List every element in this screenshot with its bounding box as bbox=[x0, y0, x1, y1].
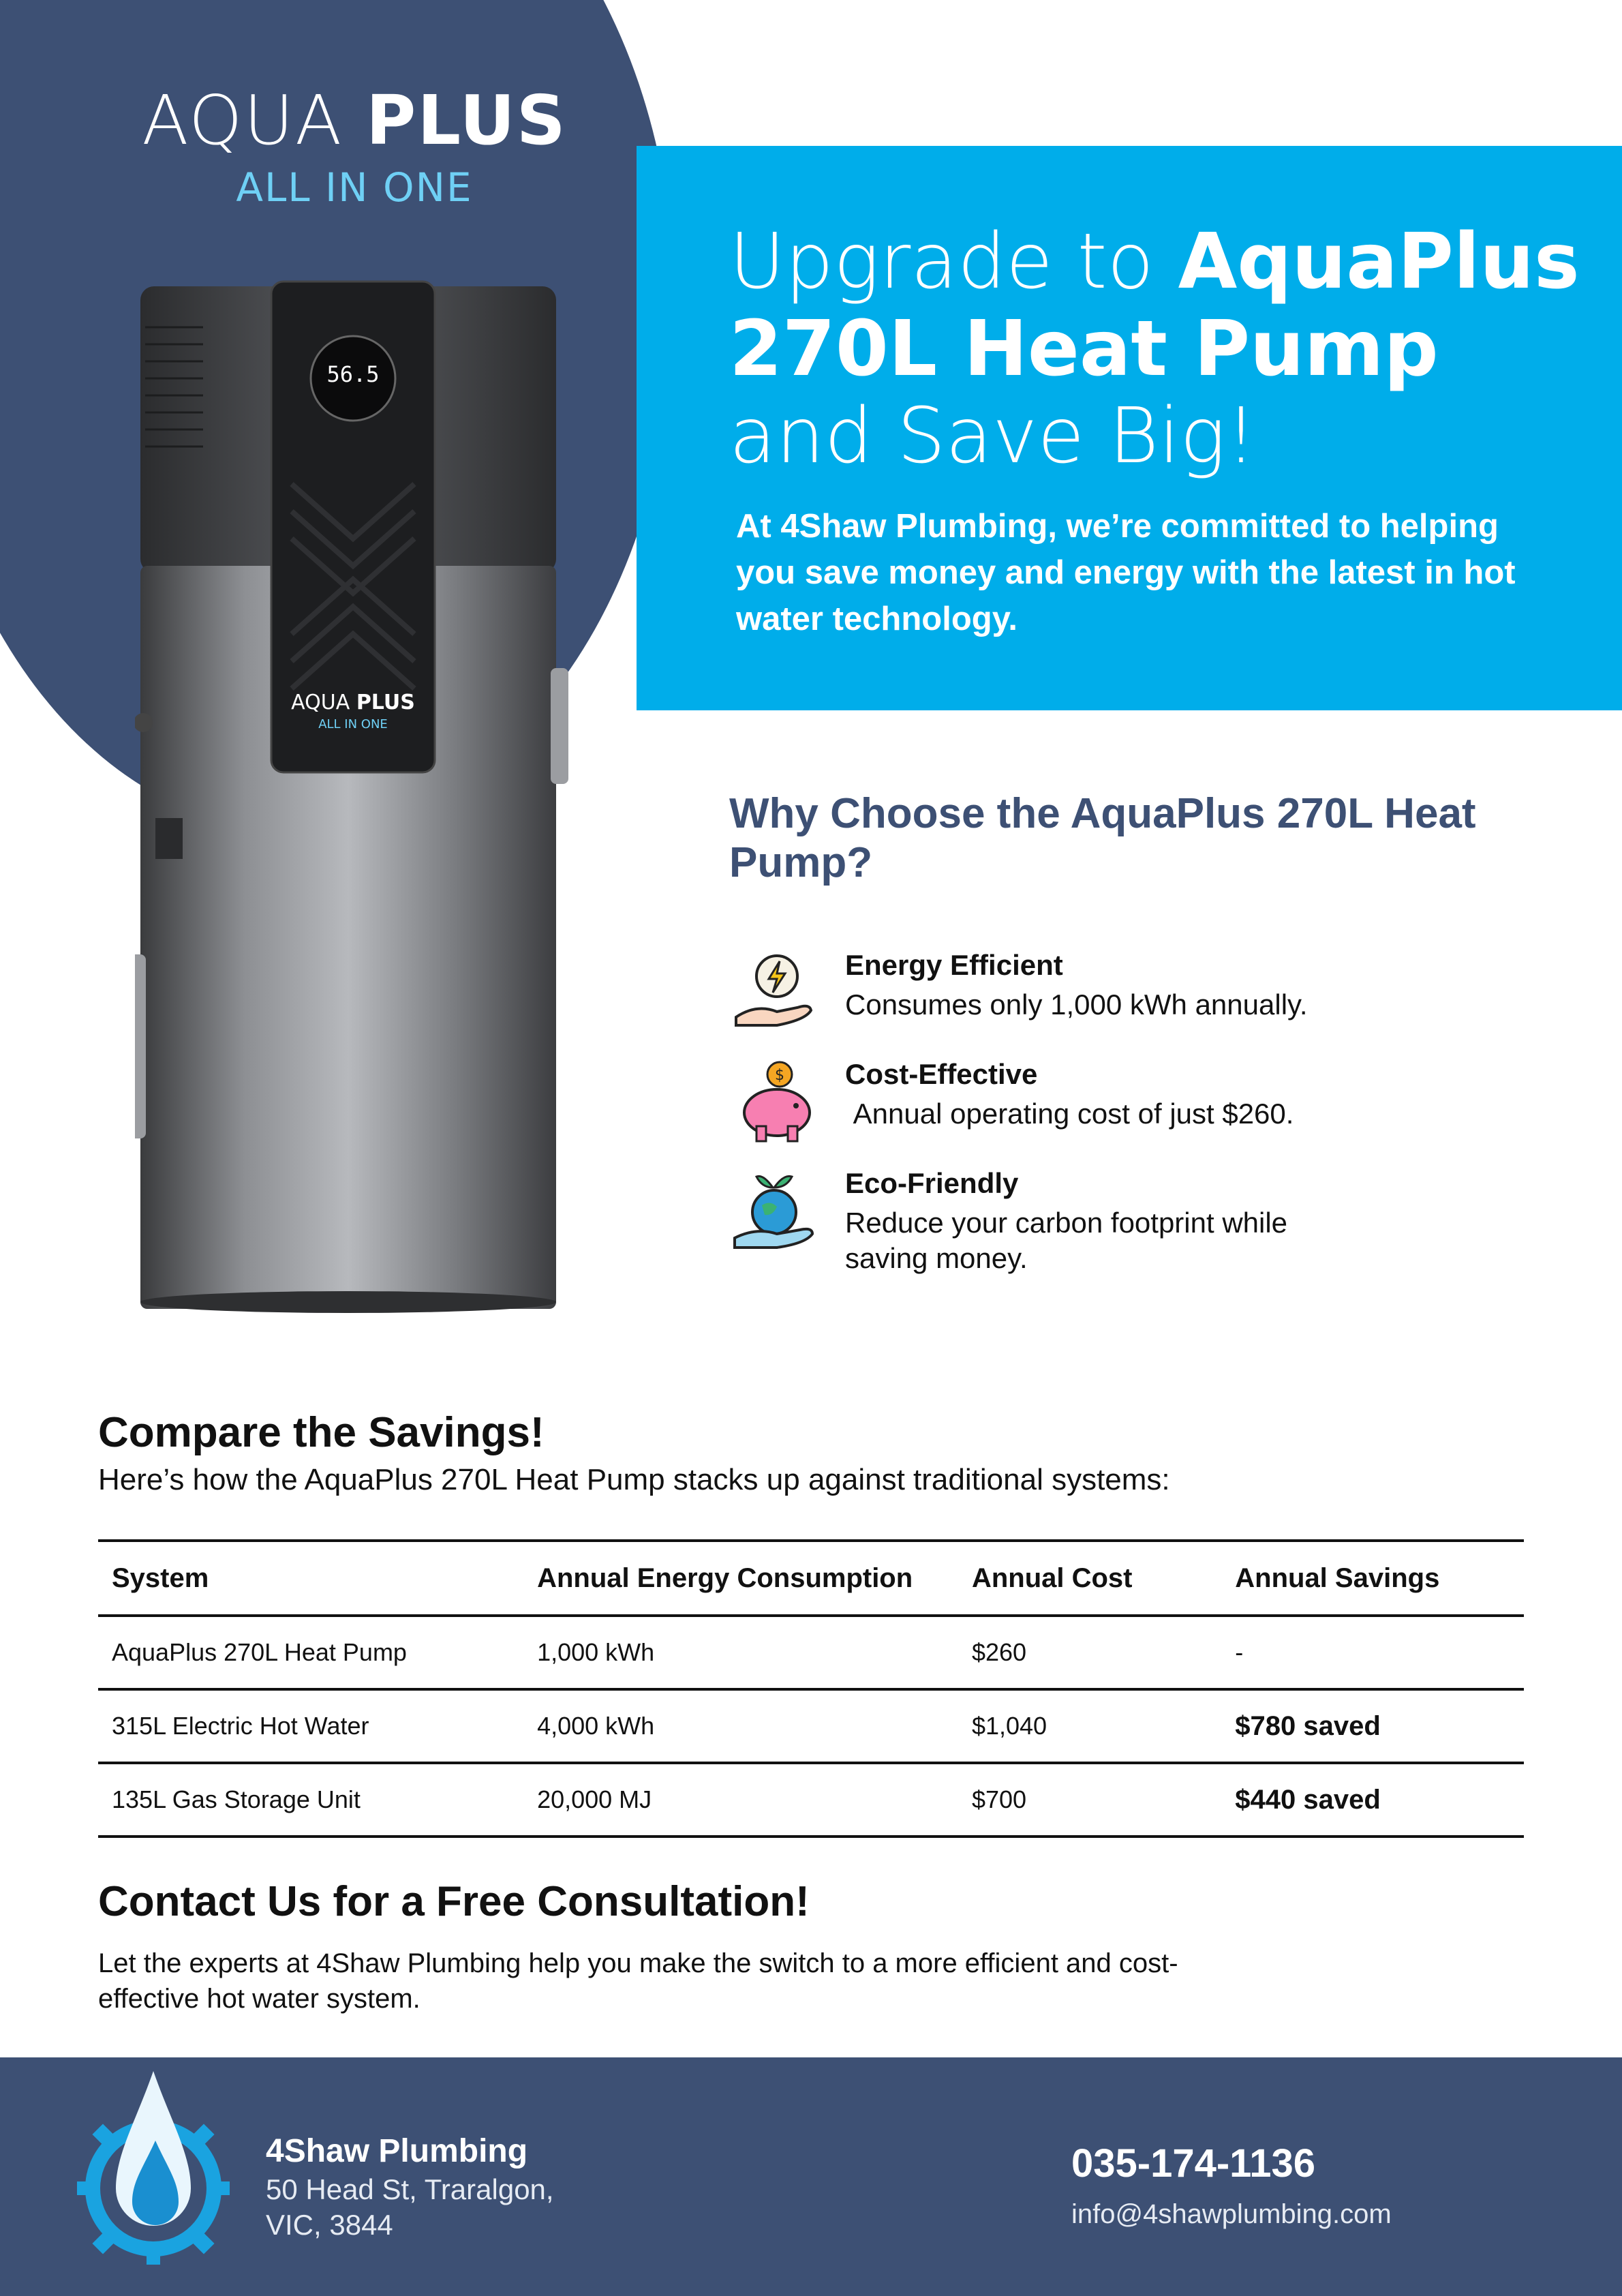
feature-title: Energy Efficient bbox=[845, 949, 1063, 981]
table-header-row bbox=[98, 1541, 1524, 1616]
brand-name: AQUA PLUS bbox=[142, 80, 567, 160]
column-header: Annual Cost bbox=[958, 1541, 1221, 1616]
column-header: Annual Savings bbox=[1221, 1541, 1524, 1616]
heat-pump-product-image bbox=[135, 280, 571, 1316]
business-address bbox=[266, 2172, 620, 2243]
table-cell: $1,040 bbox=[958, 1689, 1221, 1763]
table-row bbox=[98, 1763, 1524, 1837]
piggy-bank-icon bbox=[729, 1058, 818, 1147]
address-line: VIC, 3844 bbox=[266, 2209, 393, 2241]
contact-heading: Contact Us for a Free Consultation! bbox=[98, 1878, 810, 1925]
table-cell: $700 bbox=[958, 1763, 1221, 1837]
feature-title: Eco-Friendly bbox=[845, 1167, 1019, 1199]
table-cell: 1,000 kWh bbox=[523, 1616, 958, 1689]
table-row bbox=[98, 1689, 1524, 1763]
column-header: Annual Energy Consumption bbox=[523, 1541, 958, 1616]
svg-text:$: $ bbox=[775, 1067, 784, 1084]
water-drop-gear-icon bbox=[75, 2066, 232, 2270]
svg-text:AQUA PLUS: AQUA PLUS bbox=[291, 691, 415, 714]
eco-globe-icon bbox=[729, 1167, 818, 1256]
why-choose-heading: Why Choose the AquaPlus 270L Heat Pump? bbox=[729, 790, 1476, 886]
hero-headline: Upgrade to AquaPlus 270L Heat Pump and Save Big! bbox=[729, 217, 1580, 481]
svg-text:ALL IN ONE: ALL IN ONE bbox=[318, 717, 388, 731]
display-temperature: 56.5 bbox=[326, 361, 380, 387]
table-row bbox=[98, 1616, 1524, 1689]
table-cell-savings: $780 saved bbox=[1221, 1689, 1524, 1763]
feature-desc: Consumes only 1,000 kWh annually. bbox=[845, 988, 1308, 1021]
table-cell: 4,000 kWh bbox=[523, 1689, 958, 1763]
table-cell: 135L Gas Storage Unit bbox=[98, 1763, 523, 1837]
hero-intro: At 4Shaw Plumbing, we’re committed to helping you save money and energy with the latest in hot water technology. bbox=[736, 508, 1516, 637]
footer bbox=[0, 2057, 1622, 2296]
energy-hand-icon bbox=[729, 949, 818, 1038]
feature-title: Cost-Effective bbox=[845, 1058, 1038, 1090]
feature-desc: Annual operating cost of just $260. bbox=[845, 1098, 1294, 1130]
column-header: System bbox=[98, 1541, 523, 1616]
feature-desc: Reduce your carbon footprint while saving money. bbox=[845, 1207, 1296, 1274]
table-cell-savings: $440 saved bbox=[1221, 1763, 1524, 1837]
table-cell: 315L Electric Hot Water bbox=[98, 1689, 523, 1763]
contact-description: Let the experts at 4Shaw Plumbing help you make the switch to a more efficient and cost-effective hot water system. bbox=[98, 1948, 1178, 2014]
brand-wordmark bbox=[123, 80, 586, 211]
table-cell: AquaPlus 270L Heat Pump bbox=[98, 1616, 523, 1689]
table-cell: - bbox=[1221, 1616, 1524, 1689]
table-cell: 20,000 MJ bbox=[523, 1763, 958, 1837]
email-address[interactable]: info@4shawplumbing.com bbox=[1071, 2199, 1392, 2229]
business-name: 4Shaw Plumbing bbox=[266, 2133, 528, 2169]
brand-tagline: ALL IN ONE bbox=[236, 164, 473, 211]
phone-number[interactable]: 035-174-1136 bbox=[1071, 2141, 1315, 2186]
address-line: 50 Head St, Traralgon, bbox=[266, 2173, 554, 2205]
savings-table bbox=[98, 1539, 1524, 1838]
compare-subtitle: Here’s how the AquaPlus 270L Heat Pump stacks up against traditional systems: bbox=[98, 1463, 1170, 1496]
compare-heading: Compare the Savings! bbox=[98, 1409, 545, 1456]
table-cell: $260 bbox=[958, 1616, 1221, 1689]
